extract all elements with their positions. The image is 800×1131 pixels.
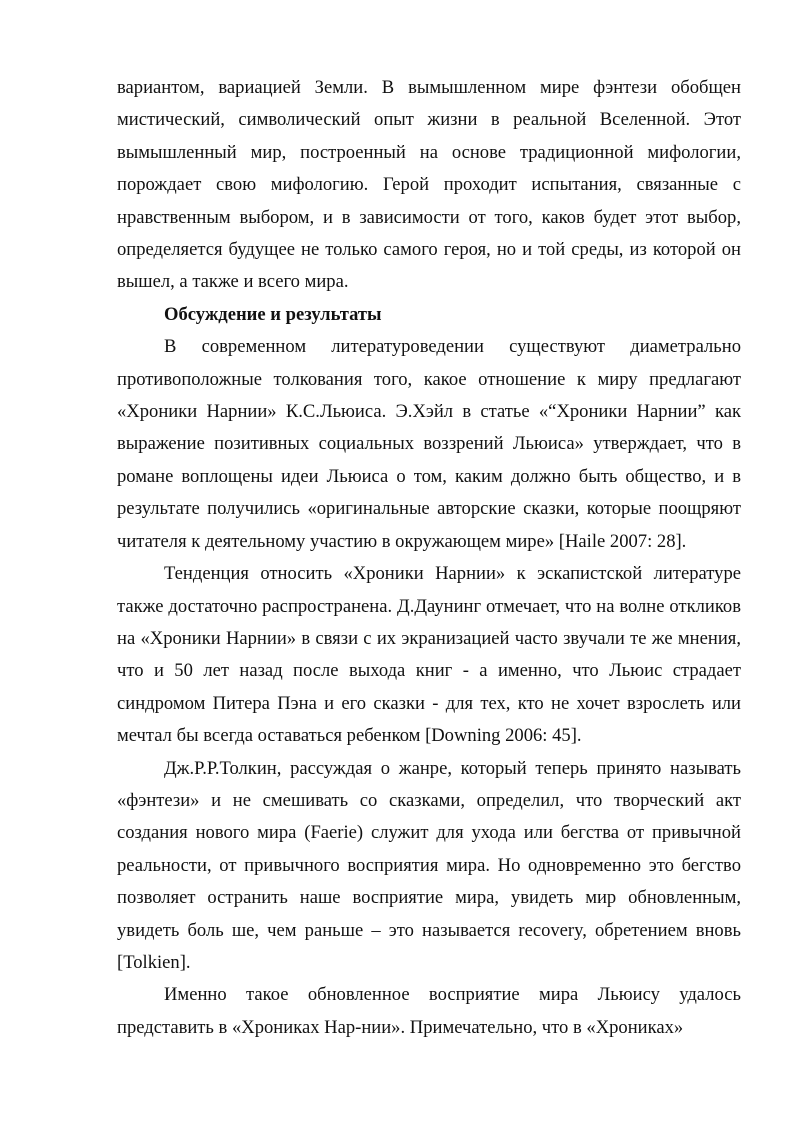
section-heading: Обсуждение и результаты [164,303,382,325]
document-page [117,72,741,1044]
paragraph-3: Тенденция относить «Хроники Нарнии» к эскапистской литературе также достаточно распространена. Д.Даунинг отмечает, что на волне откликов на «Хроники Нарнии» в связи с их экранизацией часто звучали те же мнения, что и 50 лет назад после выхода книг - а именно, что Льюис страдает синдромом Питера Пэна и его сказки - для тех, кто не хочет взрослеть или мечтал бы всегда оставаться ребенком [Downing 2006: 45]. [117,563,741,747]
paragraph-1: вариантом, вариацией Земли. В вымышленном мире фэнтези обобщен мистический, символический опыт жизни в реальной Вселенной. Этот вымышленный мир, построенный на основе традиционной мифологии, порождает свою мифологию. Герой проходит испытания, связанные с нравственным выбором, и в зависимости от того, каков будет этот выбор, определяется будущее не только самого героя, но и той среды, из которой он вышел, а также и всего мира. [117,77,741,293]
paragraph-2: В современном литературоведении существуют диаметрально противоположные толкования того, какое отношение к миру предлагают «Хроники Нарнии» К.С.Льюиса. Э.Хэйл в статье «“Хроники Нарнии” как выражение позитивных социальных воззрений Льюиса» утверждает, что в романе воплощены идеи Льюиса о том, каким должно быть общество, и в результате получились «оригинальные авторские сказки, которые поощряют читателя к деятельному участию в окружающем мире» [Haile 2007: 28]. [117,336,741,552]
paragraph-4: Дж.Р.Р.Толкин, рассуждая о жанре, который теперь принято называть «фэнтези» и не смешивать со сказками, определил, что творческий акт создания нового мира (Faerie) служит для ухода или бегства от привычной реальности, от привычного восприятия мира. Но одновременно это бегство позволяет остранить наше восприятие мира, увидеть мир обновленным, увидеть боль ше, чем раньше – это называется recovery, обретением вновь [Tolkien]. [117,757,741,973]
paragraph-5: Именно такое обновленное восприятие мира Льюису удалось представить в «Хрониках Нар-нии». Примечательно, что в «Хрониках» [117,984,741,1038]
